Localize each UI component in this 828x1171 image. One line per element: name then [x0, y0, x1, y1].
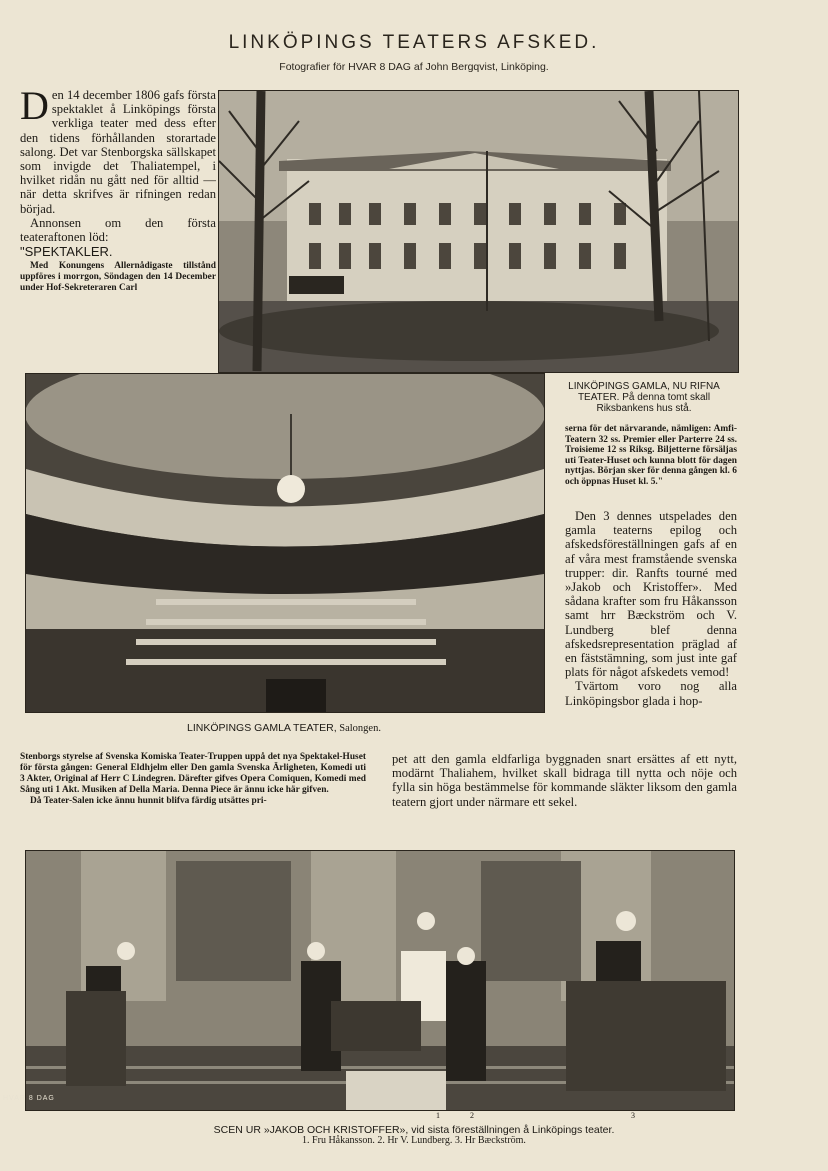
stage-photo-persons: 1. Fru Håkansson. 2. Hr V. Lundberg. 3. Hr Bæckström.: [302, 1135, 526, 1146]
announcement-continued: [20, 752, 366, 807]
right-column-text: [565, 509, 737, 708]
stage-scene-photo: [25, 850, 735, 1111]
intro-paragraph: en 14 december 1806 gafs första spektaklet å Linköpings första verkliga teater med dess efter den tidens förhållanden storartade salong. Det var Stenborgska sällskapet som invigde det Thaliatempel, i hvilket ridån nu gått ned för alltid — när detta skrifves är rifningen redan börjad.: [20, 88, 216, 216]
tvartom-paragraph: Tvärtom voro nog alla Linköpingsbor glada i hop-: [565, 679, 737, 708]
theater-exterior-photo: [218, 90, 739, 373]
continuation-paragraph: pet att den gamla eldfarliga byggnaden snart ersättes af ett nytt, modärnt Thaliahem, hvilket skall bidraga till nytta och nöje och fylla sin höga bestämmelse för kommande släkter liksom den gamla teatern gjort under närmare ett sekel.: [392, 752, 737, 809]
exterior-photo-caption: LINKÖPINGS GAMLA, NU RIFNA TEATER. På denna tomt skall Riksbankens hus stå.: [568, 381, 720, 414]
person-number-1: 1: [436, 1111, 440, 1120]
announcement-intro: Annonsen om den första teateraftonen löd:: [20, 215, 216, 245]
epilog-paragraph: Den 3 dennes utspelades den gamla teaterns epilog och afskedsföreställningen gafs af en af våra mest framstående svenska trupper: dir. Ranfts tourné med »Jakob och Kristoffer». Med sådana krafter som fru Håkansson samt hrr Bæckström och V. Lundberg blef denna afskedsrepresentation präglad af en fäststämning, som just inte gaf plats för något afskedets vemod!: [565, 509, 737, 680]
spektakler-heading: "SPEKTAKLER.: [20, 244, 113, 260]
salon-photo-caption: [25, 722, 543, 734]
salon-caption-rest: Salongen.: [336, 723, 381, 734]
page-title: LINKÖPINGS TEATERS AFSKED.: [228, 32, 600, 53]
announcement-text: Med Konungens Allernådigaste tillstånd uppföres i morrgon, Söndagen den 14 December under Hof-Sekreteraren Carl: [20, 261, 216, 293]
person-number-2: 2: [470, 1111, 474, 1120]
program-text: Stenborgs styrelse af Svenska Komiska Teater-Truppen uppå det nya Spektakel-Huset för första gången: General Eldhjelm eller Den gamla Svenska Ärligheten, Komedi uti 3 Akter, Original af Herr C Lindegren. Därefter gifves Opera Comiquen, Komedi med Sång uti 1 Akt. Musiken af Della Maria. Denna Piece är ännu icke här gifven.: [20, 752, 366, 795]
stage-photo-caption: SCEN UR »JAKOB OCH KRISTOFFER», vid sista föreställningen å Linköpings teater.: [213, 1124, 615, 1136]
photo-watermark: HVAR 8 DAG: [3, 1095, 55, 1102]
drop-cap: D: [20, 83, 49, 128]
intro-column: [20, 83, 216, 293]
person-number-3: 3: [631, 1111, 635, 1120]
theater-salon-photo: [25, 373, 545, 713]
salon-caption-title: LINKÖPINGS GAMLA TEATER,: [187, 722, 337, 734]
price-intro-text: Då Teater-Salen icke ännu hunnit blifva färdig utsättes pri-: [30, 796, 267, 806]
ticket-prices-text: serna för det närvarande, nämligen: Amfi-Teatern 32 ss. Premier eller Parterre 24 ss. Troisieme 12 ss Riksg. Biljetterne försäljas uti Teater-Huset och kunna blott för dagen nyttjas. Början sker för denna gången kl. 6 och öppnas Huset kl. 5.": [565, 424, 737, 487]
photo-credit: Fotografier för HVAR 8 DAG af John Bergqvist, Linköping.: [279, 61, 549, 73]
